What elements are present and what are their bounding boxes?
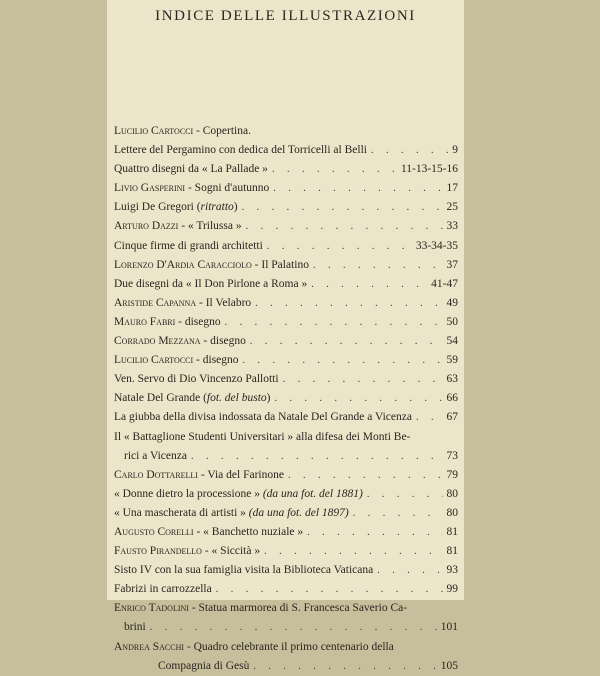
dot-leader bbox=[269, 179, 442, 198]
dot-leader bbox=[284, 466, 443, 485]
index-entry bbox=[114, 523, 458, 542]
dot-leader bbox=[238, 198, 443, 217]
entry-text bbox=[114, 599, 407, 618]
entry-text bbox=[114, 275, 307, 294]
entry-page-number: 99 bbox=[446, 583, 458, 596]
entry-title: - « Trilussa » bbox=[178, 220, 242, 233]
dot-leader bbox=[249, 657, 436, 676]
entry-note-close: ) bbox=[266, 392, 271, 405]
index-entry bbox=[114, 447, 458, 466]
entry-page-number: 59 bbox=[446, 354, 458, 367]
entry-page-number: 37 bbox=[446, 258, 458, 271]
index-entry bbox=[114, 504, 458, 523]
entry-page-number: 33 bbox=[446, 220, 458, 233]
dot-leader bbox=[239, 351, 443, 370]
entry-page-number: 81 bbox=[446, 545, 458, 558]
entry-page-number: 54 bbox=[446, 335, 458, 348]
entry-author: Augusto Corelli bbox=[114, 525, 194, 538]
entry-page-number: 105 bbox=[440, 659, 458, 672]
index-entry bbox=[114, 638, 458, 657]
entry-title: Cinque firme di grandi architetti bbox=[114, 239, 263, 252]
entry-text bbox=[114, 504, 349, 523]
entry-page-number: 41-47 bbox=[431, 277, 458, 290]
entry-text bbox=[114, 580, 212, 599]
entry-title: « Una mascherata di artisti » bbox=[114, 506, 249, 519]
entry-page-number: 50 bbox=[446, 315, 458, 328]
entry-author: Fausto Pirandello bbox=[114, 545, 202, 558]
entry-text bbox=[114, 217, 242, 236]
entry-text bbox=[114, 408, 412, 427]
entry-note: fot. del busto bbox=[206, 392, 267, 405]
entry-title: Natale Del Grande ( bbox=[114, 392, 207, 405]
index-entry bbox=[114, 389, 458, 408]
entry-author: Livio Gasperini bbox=[114, 182, 186, 195]
index-entry bbox=[114, 657, 458, 676]
entry-title: - disegno bbox=[175, 315, 221, 328]
entry-author: Lucilio Cartocci bbox=[114, 354, 194, 367]
dot-leader bbox=[251, 294, 442, 313]
index-entry bbox=[114, 160, 458, 179]
entry-title: « Donne dietro la processione » bbox=[114, 487, 263, 500]
index-entry bbox=[114, 542, 458, 561]
entry-text bbox=[114, 389, 271, 408]
entry-author: Enrico Tadolini bbox=[114, 602, 189, 615]
entry-note: (da una fot. del 1897) bbox=[248, 506, 349, 519]
dot-leader bbox=[260, 542, 442, 561]
index-entry bbox=[114, 179, 458, 198]
entry-page-number: 11-13-15-16 bbox=[400, 163, 458, 176]
entry-page-number: 80 bbox=[446, 487, 458, 500]
index-entry bbox=[114, 332, 458, 351]
index-entry bbox=[114, 428, 458, 447]
entry-title: Compagnia di Gesù bbox=[158, 659, 250, 672]
entry-text bbox=[124, 447, 187, 466]
entry-text bbox=[114, 351, 239, 370]
entry-page-number: 9 bbox=[452, 144, 458, 157]
entry-title: Quattro disegni da « La Pallade » bbox=[114, 163, 268, 176]
entry-author: Aristide Capanna bbox=[114, 296, 197, 309]
entry-title: rici a Vicenza bbox=[124, 449, 187, 462]
entry-text bbox=[114, 179, 269, 198]
entry-text bbox=[114, 294, 251, 313]
dot-leader bbox=[279, 370, 443, 389]
dot-leader bbox=[367, 141, 448, 160]
index-entry bbox=[114, 275, 458, 294]
entry-author: Lorenzo D'Ardia Caracciolo bbox=[114, 258, 252, 271]
index-entry bbox=[114, 580, 458, 599]
index-entry bbox=[114, 141, 458, 160]
dot-leader bbox=[303, 523, 442, 542]
entry-title: - disegno bbox=[193, 354, 239, 367]
dot-leader bbox=[146, 618, 437, 637]
index-entry bbox=[114, 217, 458, 236]
entry-page-number: 49 bbox=[446, 296, 458, 309]
entry-text bbox=[114, 332, 246, 351]
dot-leader bbox=[271, 389, 443, 408]
entry-title: brini bbox=[124, 621, 146, 634]
entry-title: Due disegni da « Il Don Pirlone a Roma » bbox=[114, 277, 308, 290]
entry-title: - Statua marmorea di S. Francesca Saverio Ca- bbox=[188, 602, 408, 615]
entry-page-number: 25 bbox=[446, 201, 458, 214]
entry-title: - Copertina. bbox=[193, 125, 251, 137]
illustration-index bbox=[114, 122, 458, 676]
entry-title: - « Banchetto nuziale » bbox=[193, 525, 304, 538]
entry-title: - Il Palatino bbox=[251, 258, 309, 271]
dot-leader bbox=[263, 237, 412, 256]
entry-author: Andrea Sacchi bbox=[114, 640, 185, 653]
entry-page-number: 79 bbox=[446, 468, 458, 481]
entry-page-number: 66 bbox=[446, 392, 458, 405]
entry-text bbox=[114, 428, 410, 447]
dot-leader bbox=[246, 332, 443, 351]
entry-text bbox=[114, 256, 309, 275]
entry-note-close: ) bbox=[233, 201, 238, 214]
entry-title: La giubba della divisa indossata da Natale Del Grande a Vicenza bbox=[114, 411, 412, 424]
entry-page-number: 33-34-35 bbox=[415, 239, 458, 252]
entry-text bbox=[114, 638, 394, 657]
entry-text bbox=[114, 542, 260, 561]
entry-title: Fabrizi in carrozzella bbox=[114, 583, 212, 596]
entry-page-number: 93 bbox=[446, 564, 458, 577]
book-page bbox=[107, 0, 464, 672]
index-entry bbox=[114, 370, 458, 389]
entry-text bbox=[114, 141, 367, 160]
entry-title: - Quadro celebrante il primo centenario della bbox=[184, 640, 394, 653]
index-entry bbox=[114, 351, 458, 370]
entry-text bbox=[114, 466, 284, 485]
dot-leader bbox=[307, 275, 427, 294]
index-entry bbox=[114, 313, 458, 332]
entry-page-number: 67 bbox=[446, 411, 458, 424]
entry-title: Letterе del Pergamino con dedica del Torricelli al Belli bbox=[114, 144, 367, 157]
entry-page-number: 101 bbox=[440, 621, 458, 634]
dot-leader bbox=[412, 408, 443, 427]
index-entry bbox=[114, 198, 458, 217]
index-entry bbox=[114, 618, 458, 637]
entry-title: - « Siccità » bbox=[201, 545, 261, 558]
entry-title: Sisto IV con la sua famiglia visita la Biblioteca Vaticana bbox=[114, 564, 374, 577]
entry-page-number: 17 bbox=[446, 182, 458, 195]
index-entry bbox=[114, 485, 458, 504]
entry-text bbox=[114, 237, 263, 256]
entry-title: - Sogni d'autunno bbox=[185, 182, 270, 195]
entry-note: ritratto bbox=[200, 201, 234, 214]
entry-text bbox=[114, 122, 251, 141]
entry-title: - Il Velabro bbox=[196, 296, 252, 309]
entry-page-number: 80 bbox=[446, 506, 458, 519]
entry-text bbox=[114, 160, 268, 179]
dot-leader bbox=[268, 160, 397, 179]
entry-note: (da una fot. del 1881) bbox=[262, 487, 363, 500]
dot-leader bbox=[187, 447, 443, 466]
page-title: INDICE DELLE ILLUSTRAZIONI bbox=[155, 8, 416, 24]
dot-leader bbox=[242, 217, 443, 236]
entry-text bbox=[124, 618, 146, 637]
entry-text bbox=[114, 485, 363, 504]
dot-leader bbox=[349, 504, 443, 523]
entry-title: Luigi De Gregori ( bbox=[114, 201, 201, 214]
entry-text bbox=[114, 523, 303, 542]
entry-text bbox=[114, 198, 238, 217]
dot-leader bbox=[373, 561, 442, 580]
index-entry bbox=[114, 561, 458, 580]
index-entry bbox=[114, 408, 458, 427]
entry-author: Arturo Dazzi bbox=[114, 220, 179, 233]
index-entry bbox=[114, 256, 458, 275]
index-entry bbox=[114, 466, 458, 485]
dot-leader bbox=[309, 256, 443, 275]
entry-text bbox=[158, 657, 249, 676]
entry-text bbox=[114, 313, 221, 332]
index-entry bbox=[114, 122, 458, 141]
index-entry bbox=[114, 237, 458, 256]
dot-leader bbox=[221, 313, 443, 332]
dot-leader bbox=[212, 580, 443, 599]
entry-page-number: 63 bbox=[446, 373, 458, 386]
entry-title: - Via del Farinone bbox=[197, 468, 284, 481]
entry-author: Carlo Dottarelli bbox=[114, 468, 198, 481]
entry-title: Ven. Servo di Dio Vincenzo Pallotti bbox=[114, 373, 279, 386]
entry-author: Lucilio Cartocci bbox=[114, 125, 194, 137]
dot-leader bbox=[363, 485, 443, 504]
entry-author: Mauro Fabri bbox=[114, 315, 176, 328]
index-entry bbox=[114, 599, 458, 618]
entry-author: Corrado Mezzana bbox=[114, 335, 201, 348]
entry-page-number: 73 bbox=[446, 449, 458, 462]
entry-text bbox=[114, 561, 373, 580]
entry-title: - disegno bbox=[200, 335, 246, 348]
entry-page-number: 81 bbox=[446, 525, 458, 538]
entry-text bbox=[114, 370, 279, 389]
entry-title: Il « Battaglione Studenti Universitari » alla difesa dei Monti Be- bbox=[114, 430, 411, 443]
index-entry bbox=[114, 294, 458, 313]
